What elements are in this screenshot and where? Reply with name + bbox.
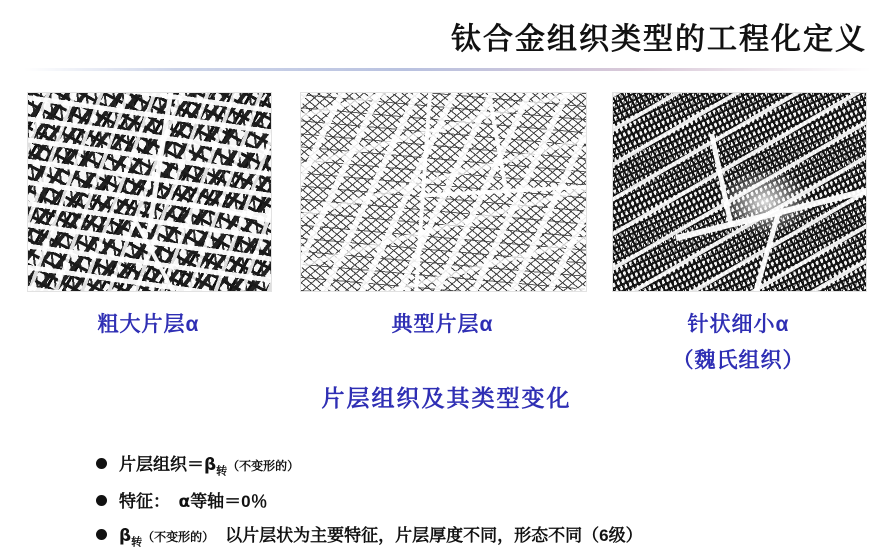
micrograph-highlight: [613, 93, 866, 291]
bullet-3-part-4: 以片层状为主要特征，片层厚度不同，形态不同（6级）: [208, 526, 643, 546]
micrograph-highlight: [28, 93, 271, 291]
bullet-3-part-2: 转: [131, 536, 143, 549]
bullet-1-part-4: （不变形的）: [227, 459, 300, 473]
micrograph-acicular-fine: [612, 92, 867, 292]
bullet-dot-icon: [96, 529, 107, 540]
micrograph-row: [0, 92, 893, 292]
bullet-list: [96, 450, 856, 559]
bullet-1-part-2: β: [204, 455, 217, 475]
bullet-3-part-1: β: [119, 526, 132, 547]
bullet-2-part-3: 等轴＝0％: [190, 492, 268, 512]
bullet-3-part-3: （不变形的）: [142, 530, 209, 545]
header-divider: [24, 68, 871, 71]
section-subtitle: 片层组织及其类型变化: [321, 385, 572, 411]
caption-acicular-fine: 针状细小α: [687, 313, 790, 336]
list-item: [96, 450, 856, 478]
bullet-2-part-1: 特征：: [119, 492, 179, 512]
page-title: 钛合金组织类型的工程化定义: [451, 23, 867, 56]
slide-header: [0, 6, 893, 62]
caption-typical-lamellar: 典型片层α: [391, 313, 494, 336]
caption-acicular-fine-secondary: （魏氏组织）: [672, 349, 805, 372]
bullet-dot-icon: [96, 458, 107, 469]
micrograph-coarse-lamellar: [27, 92, 272, 292]
caption-coarse-lamellar: 粗大片层α: [97, 313, 200, 336]
bullet-2-part-2: α: [178, 492, 191, 513]
list-item: [96, 521, 856, 549]
list-item: [96, 487, 856, 512]
bullet-1-part-1: 片层组织＝: [119, 455, 204, 474]
micrograph-typical-lamellar: [300, 92, 587, 292]
bullet-1-part-3: 转: [216, 465, 228, 478]
bullet-dot-icon: [96, 495, 107, 506]
